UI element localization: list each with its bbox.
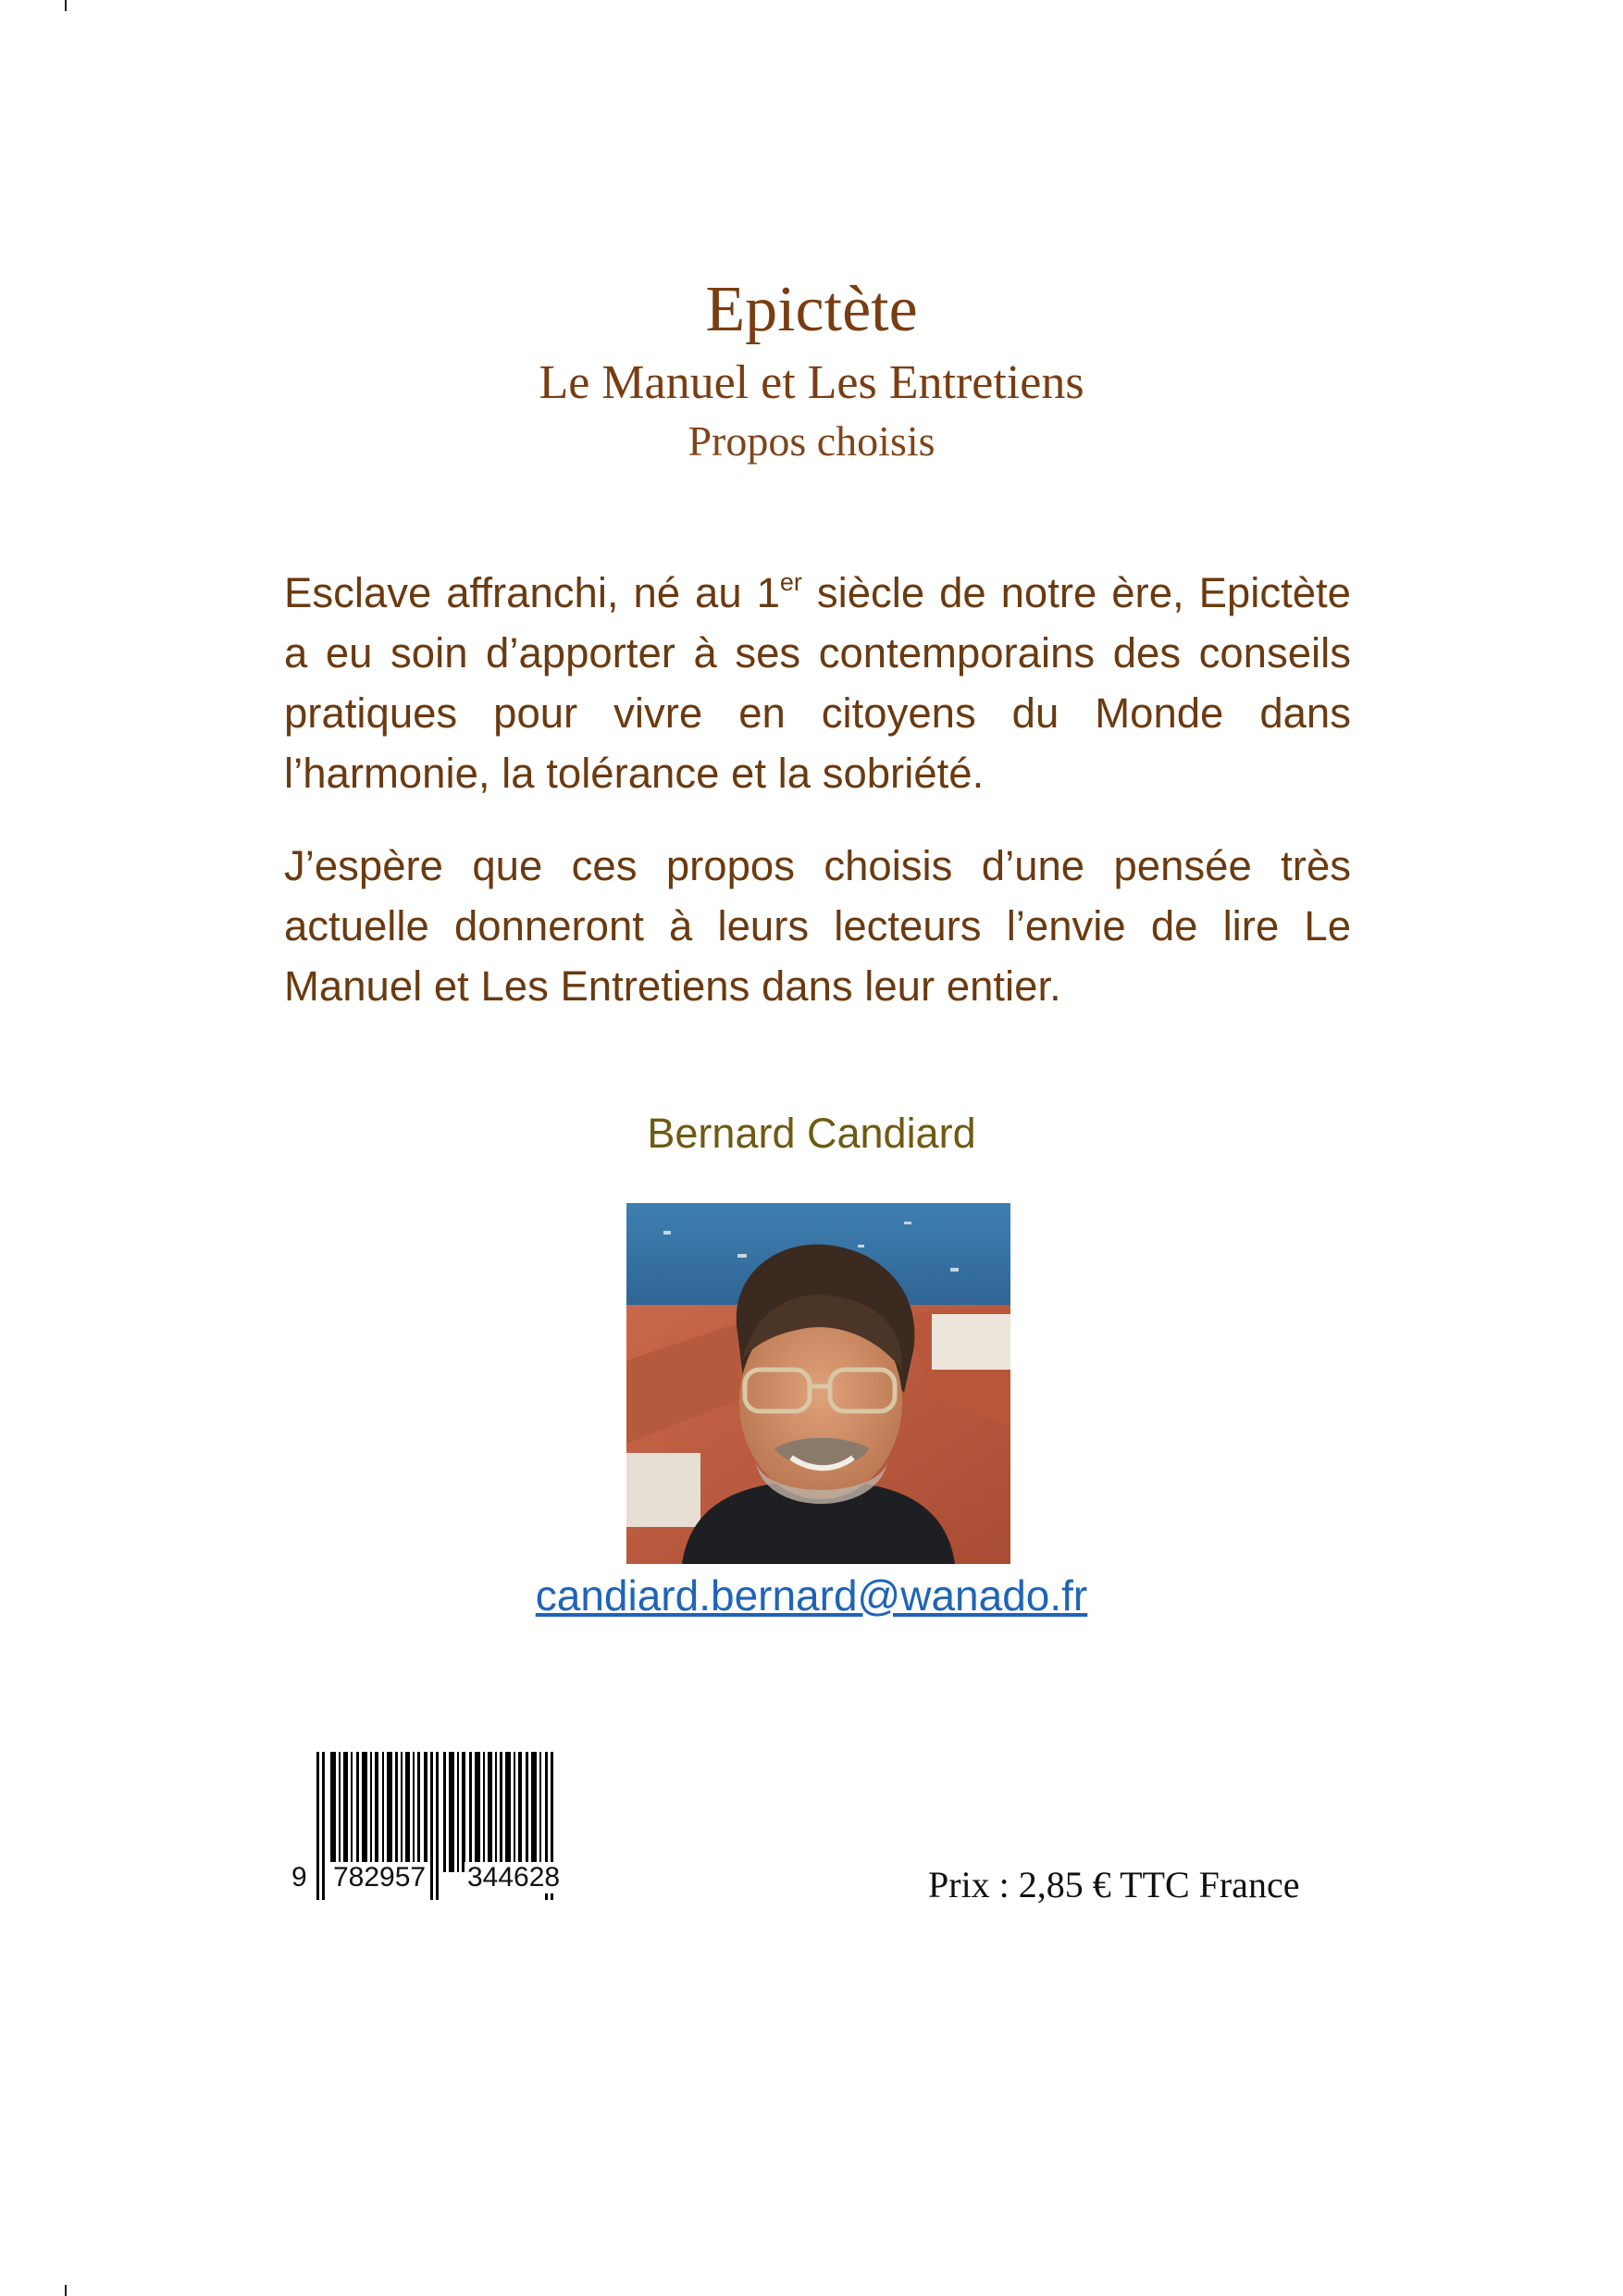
author-photo <box>626 1203 1010 1564</box>
crop-mark-bottom <box>65 2285 67 2296</box>
author-name: Bernard Candiard <box>647 1110 976 1157</box>
price-label: Prix : 2,85 € TTC France <box>928 1864 1300 1905</box>
description-paragraph-2: J’espère que ces propos choisis d’une pensée très actuelle donneront à leurs lecteurs l’envie de lire Le Manuel et Les Entretiens dans leur entier. <box>284 842 1351 1010</box>
ordinal-superscript: er <box>779 567 802 596</box>
author-portrait-image <box>626 1203 1010 1564</box>
description-paragraph-1 <box>284 563 1351 803</box>
description-text-rest: siècle de notre ère, Epictète a eu soin d’apporter à ses contemporains des conseils pratiques pour vivre en citoyens du Monde dans l’harmonie, la tolérance et la sobriété. <box>284 569 1351 797</box>
barcode-digits-group-1: 782957 <box>330 1862 428 1893</box>
barcode-digit-first: 9 <box>289 1862 310 1893</box>
crop-mark-top <box>65 0 67 11</box>
book-tagline: Propos choisis <box>688 417 935 465</box>
author-email-link[interactable]: candiard.bernard@wanado.fr <box>535 1571 1088 1620</box>
description-text-start: Esclave affranchi, né au 1 <box>284 569 780 616</box>
title-block <box>0 274 1623 465</box>
barcode-digits-group-2: 344628 <box>465 1862 563 1893</box>
book-subtitle: Le Manuel et Les Entretiens <box>539 356 1084 409</box>
book-title: Epictète <box>705 274 918 345</box>
